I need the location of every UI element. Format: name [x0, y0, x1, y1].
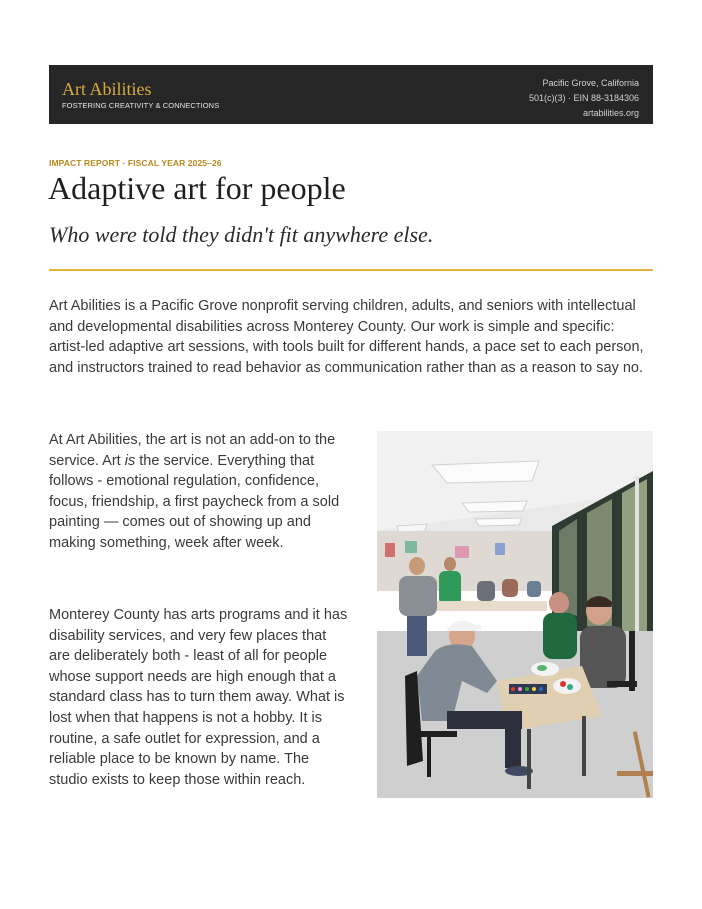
studio-photo	[377, 431, 653, 798]
brand-tagline: FOSTERING CREATIVITY & CONNECTIONS	[62, 101, 220, 110]
p1-emphasis: is	[124, 452, 136, 469]
body-paragraph-1	[49, 430, 349, 554]
report-kicker: IMPACT REPORT · FISCAL YEAR 2025–26	[49, 158, 222, 168]
location-text: Pacific Grove, California	[542, 78, 639, 88]
p1-text-start: At Art Abilities, the art is not an add-on to the service. Art	[49, 432, 336, 469]
gold-divider	[49, 269, 653, 271]
body-paragraph-2: Monterey County has arts programs and it has disability services, and very few places that are deliberately both - least of all for people whose support needs are high enough that a standard class has to turn them away. What is lost when that happens is not a hobby. It is routine, a safe outlet for expression, and a reliable place to be known by name. The studio exists to keep those within reach.	[49, 607, 348, 788]
legal-text: 501(c)(3) · EIN 88-3184306	[528, 93, 639, 103]
brand-name: Art Abilities	[62, 79, 152, 99]
intro-paragraph: Art Abilities is a Pacific Grove nonprofit serving children, adults, and seniors with intellectual and developmental disabilities across Monterey County. Our work is simple and specific: artist-led adaptive art sessions, with tools built for different hands, a pace set to each person, and instructors trained to read behavior as communication rather than as a reason to say no.	[49, 298, 644, 376]
letterhead-banner	[49, 65, 653, 124]
page-subtitle: Who were told they didn't fit anywhere else.	[49, 222, 434, 247]
page-title: Adaptive art for people	[48, 170, 346, 206]
contact-block	[529, 76, 639, 121]
p1-text-end: the service. Everything that follows - emotional regulation, confidence, focus, friendship, a first paycheck from a sold painting — comes out of showing up and making something, week after week.	[49, 452, 340, 551]
website-link[interactable]: artabilities.org	[582, 108, 639, 118]
studio-photo-illustration	[377, 431, 653, 798]
